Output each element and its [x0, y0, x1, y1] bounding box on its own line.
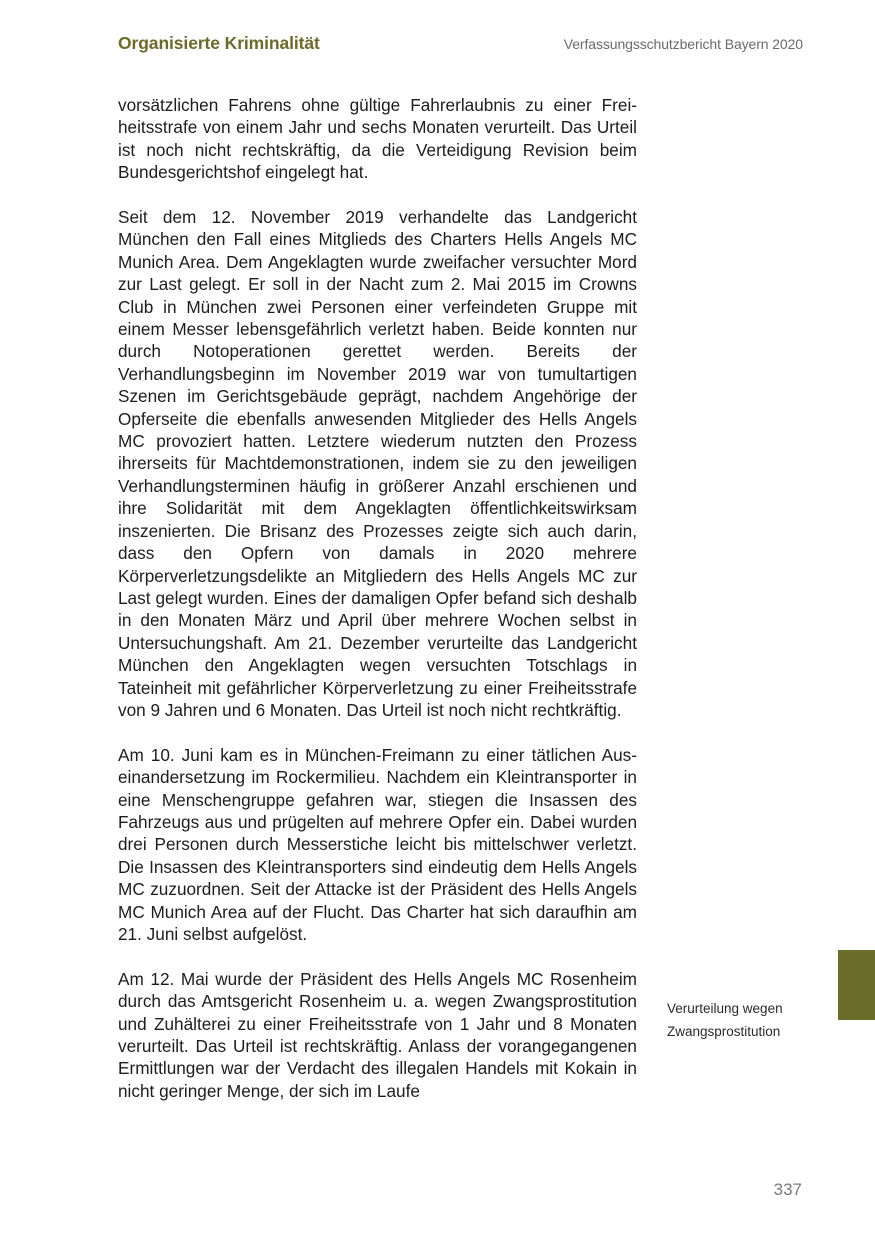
section-title: Organisierte Kriminalität [118, 33, 320, 53]
chapter-tab [838, 950, 875, 1020]
page-number: 337 [773, 1180, 802, 1199]
paragraph-1: vorsätzlichen Fahrens ohne gültige Fahrerlaubnis zu einer Freiheitsstrafe von einem Jahr und sechs Monaten verurteilt. Das Urteil ist noch nicht rechtskräftig, da die Verteidigung Revision beim Bundesgerichtshof eingelegt hat. [118, 95, 637, 183]
margin-note-line-2: Zwangsprostitution [667, 1024, 781, 1039]
paragraph-4: Am 12. Mai wurde der Präsident des Hells Angels MC Rosenheim durch das Amtsgericht Rosenheim u. a. wegen Zwangsprostitution und Zuhälterei zu einer Freiheitsstrafe von 1 Jahr und 8 Monaten verurteilt. Das Urteil ist rechtskräftig. Anlass der vorangegangenen Ermittlungen war der Verdacht des illegalen Handels mit Kokain in nicht geringer Menge, der sich im Laufe [118, 968, 637, 1101]
paragraph-2: Seit dem 12. November 2019 verhandelte das Landgericht München den Fall eines Mitglieds des Charters Hells Angels MC Munich Area. Dem Angeklagten wurde zweifacher versuchter Mord zur Last gelegt. Er soll in der Nacht zum 2. Mai 2015 im Crowns Club in München zwei Personen einer verfeindeten Gruppe mit einem Messer lebensgefährlich verletzt haben. Beide konnten nur durch Notoperationen gerettet werden. Bereits der Verhandlungsbeginn im November 2019 war von tumultartigen Szenen im Gerichtsgebäude geprägt, nachdem Angehörige der Opferseite die ebenfalls anwesenden Mitglieder des Hells Angels MC provoziert hatten. Letztere wiederum nutzten den Prozess ihrerseits für Machtdemonstrationen, indem sie zu den jeweiligen Verhandlungsterminen häufig in größerer Anzahl erschienen und ihre Solidarität mit dem Angeklagten öffentlichkeitswirksam inszenierten. Die Brisanz des Prozesses zeigte sich auch darin, dass den Opfern von damals in 2020 mehrere Körperverletzungsdelikte an Mitgliedern des Hells Angels MC zur Last gelegt wurden. Eines der damaligen Opfer befand sich deshalb in den Monaten März und April über mehrere Wochen selbst in Untersuchungshaft. Am 21. Dezember verurteilte das Landgericht München den Angeklagten wegen versuchten Totschlags in Tateinheit mit gefährlicher Körperverletzung zu einer Freiheitsstrafe von 9 Jahren und 6 Monaten. Das Urteil ist noch nicht rechtkräftig. [118, 207, 637, 720]
paragraph-3: Am 10. Juni kam es in München-Freimann zu einer tätlichen Auseinandersetzung im Rockermilieu. Nachdem ein Kleintransporter in eine Menschengruppe gefahren war, stiegen die Insassen des Fahrzeugs aus und prügelten auf mehrere Opfer ein. Dabei wurden drei Personen durch Messerstiche leicht bis mittelschwer verletzt. Die Insassen des Kleintransporters sind eindeutig dem Hells Angels MC zuzuordnen. Seit der Attacke ist der Präsident des Hells Angels MC Munich Area auf der Flucht. Das Charter hat sich daraufhin am 21. Juni selbst aufgelöst. [118, 744, 637, 944]
report-title: Verfassungsschutzbericht Bayern 2020 [563, 36, 803, 52]
margin-note-line-1: Verurteilung wegen [667, 1001, 783, 1016]
main-text [118, 94, 637, 1125]
margin-note [667, 997, 807, 1043]
